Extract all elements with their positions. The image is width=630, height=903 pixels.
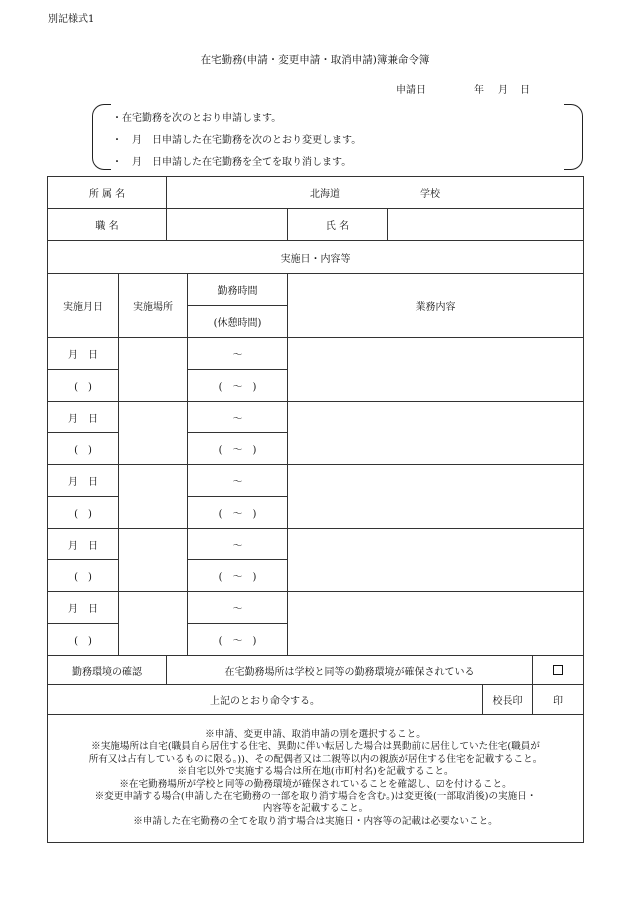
table-row [48, 529, 584, 560]
prefecture-text: 北海道 [310, 189, 341, 200]
form-id: 別記様式1 [48, 14, 95, 25]
date-month: 月 [498, 85, 508, 96]
selection-change[interactable]: ・ 月 日申請した在宅勤務を次のとおり変更します。 [112, 135, 362, 146]
env-text: 在宅勤務場所は学校と同等の勤務環境が確保されている [167, 656, 533, 685]
note-line: ※変更申請する場合(申請した在宅勤務の一部を取り消す場合を含む。)は変更後(一部取消後)の実施日・ [94, 790, 537, 802]
school-text: 学校 [420, 189, 441, 200]
row-date[interactable]: 月 日 [48, 402, 119, 433]
affiliation-label: 所 属 名 [48, 177, 167, 209]
row-weekday[interactable]: ( ) [48, 370, 119, 402]
env-checkbox-cell[interactable] [533, 656, 584, 685]
row-place[interactable] [119, 338, 188, 402]
row-date[interactable]: 月 日 [48, 529, 119, 560]
order-text: 上記のとおり命令する。 [48, 685, 483, 715]
selection-cancel[interactable]: ・ 月 日申請した在宅勤務を全てを取り消します。 [112, 157, 352, 168]
name-label: 氏 名 [288, 209, 388, 241]
row-content[interactable] [288, 529, 584, 592]
table-row [48, 465, 584, 497]
row-break[interactable]: ( ～ ) [188, 560, 288, 592]
selection-apply[interactable]: ・在宅勤務を次のとおり申請します。 [112, 113, 282, 124]
note-line: ※実施場所は自宅(職員自ら居住する住宅、異動に伴い転居した場合は異動前に居住していた住宅(職員が [91, 741, 540, 753]
document-title: 在宅勤務(申請・変更申請・取消申請)簿兼命令簿 [200, 54, 430, 66]
row-place[interactable] [119, 465, 188, 529]
position-label: 職 名 [48, 209, 167, 241]
note-line: 所有又は占有しているものに限る。))、その配偶者又は二親等以内の親族が居住する住宅を記載すること。 [88, 753, 543, 765]
selection-bracket-right [564, 104, 583, 170]
row-date[interactable]: 月 日 [48, 465, 119, 497]
row-content[interactable] [288, 465, 584, 529]
row-place[interactable] [119, 592, 188, 656]
col-work-time: 勤務時間 [188, 274, 288, 306]
note-line: ※在宅勤務場所が学校と同等の勤務環境が確保されていることを確認し、☑を付けること。 [119, 778, 512, 790]
principal-label: 校長印 [483, 685, 533, 715]
row-break[interactable]: ( ～ ) [188, 624, 288, 656]
principal-seal[interactable]: 印 [533, 685, 584, 715]
selection-bracket-left [92, 104, 111, 170]
row-time[interactable]: ～ [188, 465, 288, 497]
row-place[interactable] [119, 402, 188, 465]
row-time[interactable]: ～ [188, 529, 288, 560]
col-place: 実施場所 [119, 274, 188, 338]
note-line: ※自宅以外で実施する場合は所在地(市町村名)を記載すること。 [177, 766, 454, 778]
col-content: 業務内容 [288, 274, 584, 338]
row-date[interactable]: 月 日 [48, 338, 119, 370]
row-time[interactable]: ～ [188, 592, 288, 624]
date-label: 申請日 [396, 85, 426, 96]
row-weekday[interactable]: ( ) [48, 560, 119, 592]
notes [48, 715, 584, 843]
row-place[interactable] [119, 529, 188, 592]
row-time[interactable]: ～ [188, 402, 288, 433]
env-label: 勤務環境の確認 [48, 656, 167, 685]
table-row [48, 402, 584, 433]
row-time[interactable]: ～ [188, 338, 288, 370]
table-row [48, 592, 584, 624]
note-line: ※申請、変更申請、取消申請の別を選択すること。 [205, 728, 426, 740]
row-break[interactable]: ( ～ ) [188, 433, 288, 465]
note-line: 内容等を記載すること。 [262, 803, 369, 815]
table-row [48, 338, 584, 370]
env-checkbox[interactable] [553, 665, 563, 675]
row-weekday[interactable]: ( ) [48, 433, 119, 465]
name-value[interactable] [388, 209, 584, 241]
row-weekday[interactable]: ( ) [48, 497, 119, 529]
section-title: 実施日・内容等 [48, 241, 584, 274]
row-content[interactable] [288, 592, 584, 656]
date-day: 日 [520, 85, 530, 96]
row-break[interactable]: ( ～ ) [188, 497, 288, 529]
row-date[interactable]: 月 日 [48, 592, 119, 624]
col-date: 実施月日 [48, 274, 119, 338]
position-value[interactable] [167, 209, 288, 241]
row-break[interactable]: ( ～ ) [188, 370, 288, 402]
row-content[interactable] [288, 338, 584, 402]
application-table [47, 176, 584, 843]
col-break-time: (休憩時間) [188, 306, 288, 338]
affiliation-value[interactable] [167, 177, 584, 209]
row-weekday[interactable]: ( ) [48, 624, 119, 656]
row-content[interactable] [288, 402, 584, 465]
date-year: 年 [474, 85, 484, 96]
note-line: ※申請した在宅勤務の全てを取り消す場合は実施日・内容等の記載は必要ないこと。 [133, 815, 498, 827]
